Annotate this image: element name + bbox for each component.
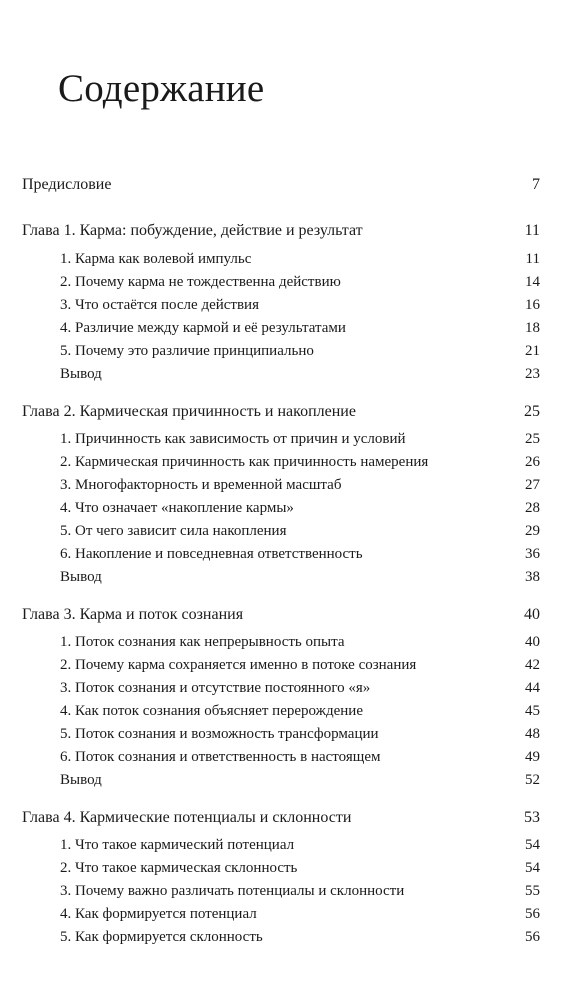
toc-entry-label: 3. Что остаётся после действия: [60, 297, 259, 313]
toc-entry-label: 3. Поток сознания и отсутствие постоянного «я»: [60, 680, 371, 696]
toc-entry-label: 5. Поток сознания и возможность трансформации: [60, 726, 379, 742]
toc-entry-label: 4. Как формируется потенциал: [60, 906, 257, 922]
toc-entry: [60, 680, 540, 700]
toc-entry: [60, 366, 540, 386]
toc-entry-page: 18: [525, 320, 540, 336]
toc-entry: [60, 546, 540, 566]
toc-entry-label: 6. Накопление и повседневная ответственность: [60, 546, 363, 562]
toc-entry-label: Глава 1. Карма: побуждение, действие и результат: [22, 222, 363, 239]
toc-entry-page: 27: [525, 477, 540, 493]
toc-entry-page: 45: [525, 703, 540, 719]
toc-entry-page: 14: [525, 274, 540, 290]
toc-entry-label: 3. Почему важно различать потенциалы и склонности: [60, 883, 405, 899]
toc-entry: [60, 860, 540, 880]
toc-entry: [60, 837, 540, 857]
toc-entry: [60, 343, 540, 363]
toc-entry-label: 5. От чего зависит сила накопления: [60, 523, 287, 539]
toc-entry-page: 26: [525, 454, 540, 470]
toc-entry-page: 25: [524, 403, 540, 420]
toc-entry-preface: [22, 176, 540, 196]
toc-entry-label: 1. Поток сознания как непрерывность опыта: [60, 634, 345, 650]
toc-entry-label: 2. Почему карма не тождественна действию: [60, 274, 341, 290]
toc-entry-label: 1. Причинность как зависимость от причин и условий: [60, 431, 406, 447]
toc-entry-page: 56: [525, 906, 540, 922]
toc-entry-page: 49: [525, 749, 540, 765]
toc-entry-label: 6. Поток сознания и ответственность в настоящем: [60, 749, 381, 765]
toc-entry-label: Вывод: [60, 569, 102, 585]
toc-entry-label: 3. Многофакторность и временной масштаб: [60, 477, 342, 493]
toc-entry-label: 4. Как поток сознания объясняет перерождение: [60, 703, 363, 719]
toc-entry: [60, 749, 540, 769]
toc-entry-label: Глава 3. Карма и поток сознания: [22, 606, 244, 623]
toc-entry-label: Вывод: [60, 772, 102, 788]
toc-entry-page: 28: [525, 500, 540, 516]
toc-entry: [60, 454, 540, 474]
toc-entry-page: 23: [525, 366, 540, 382]
toc-entry-label: 2. Почему карма сохраняется именно в потоке сознания: [60, 657, 417, 673]
toc-entry-page: 54: [525, 837, 540, 853]
toc-entry-page: 25: [525, 431, 540, 447]
toc-entry: [60, 703, 540, 723]
toc-entry-label: Предисловие: [22, 176, 112, 193]
toc-entry-page: 55: [525, 883, 540, 899]
toc-entry-page: 7: [532, 176, 540, 193]
toc-entry-page: 52: [525, 772, 540, 788]
toc-entry: [60, 569, 540, 589]
toc-entry-label: 5. Как формируется склонность: [60, 929, 263, 945]
toc-entry: [60, 772, 540, 792]
toc-entry-label: 1. Что такое кармический потенциал: [60, 837, 295, 853]
toc-entry-page: 11: [524, 222, 540, 239]
toc-entry-page: 21: [525, 343, 540, 359]
toc-entry: [60, 477, 540, 497]
toc-entry: [60, 657, 540, 677]
page-title: Содержание: [58, 67, 265, 110]
toc-entry: [60, 523, 540, 543]
toc-entry-label: 2. Кармическая причинность как причинность намерения: [60, 454, 429, 470]
toc-entry-page: 29: [525, 523, 540, 539]
toc-entry-page: 40: [524, 606, 540, 623]
toc-chapter-3: [22, 606, 540, 626]
toc-entry: [60, 500, 540, 520]
toc-entry-label: 2. Что такое кармическая склонность: [60, 860, 298, 876]
toc-entry-label: 1. Карма как волевой импульс: [60, 251, 252, 267]
toc-entry: [60, 274, 540, 294]
toc-chapter-2: [22, 403, 540, 423]
toc-entry-page: 44: [525, 680, 540, 696]
toc-entry-label: 5. Почему это различие принципиально: [60, 343, 314, 359]
toc-entry-label: 4. Что означает «накопление кармы»: [60, 500, 294, 516]
toc-entry: [60, 297, 540, 317]
toc-chapter-1: [22, 222, 540, 242]
toc-entry-page: 11: [525, 251, 540, 267]
toc-entry: [60, 431, 540, 451]
toc-entry: [60, 929, 540, 949]
toc-entry-page: 53: [524, 809, 540, 826]
toc-chapter-4: [22, 809, 540, 829]
toc-entry: [60, 883, 540, 903]
toc-entry: [60, 906, 540, 926]
toc-entry-page: 42: [525, 657, 540, 673]
toc-entry-label: Глава 4. Кармические потенциалы и склонности: [22, 809, 352, 826]
toc-entry-page: 40: [525, 634, 540, 650]
toc-entry-label: Вывод: [60, 366, 102, 382]
toc-entry-label: Глава 2. Кармическая причинность и накопление: [22, 403, 356, 420]
toc-entry: [60, 251, 540, 271]
toc-entry-label: 4. Различие между кармой и её результатами: [60, 320, 346, 336]
toc-entry-page: 16: [525, 297, 540, 313]
toc-entry-page: 38: [525, 569, 540, 585]
toc-entry-page: 54: [525, 860, 540, 876]
toc-entry: [60, 634, 540, 654]
toc-entry: [60, 726, 540, 746]
toc-entry-page: 36: [525, 546, 540, 562]
toc-entry-page: 56: [525, 929, 540, 945]
toc-entry-page: 48: [525, 726, 540, 742]
toc-entry: [60, 320, 540, 340]
